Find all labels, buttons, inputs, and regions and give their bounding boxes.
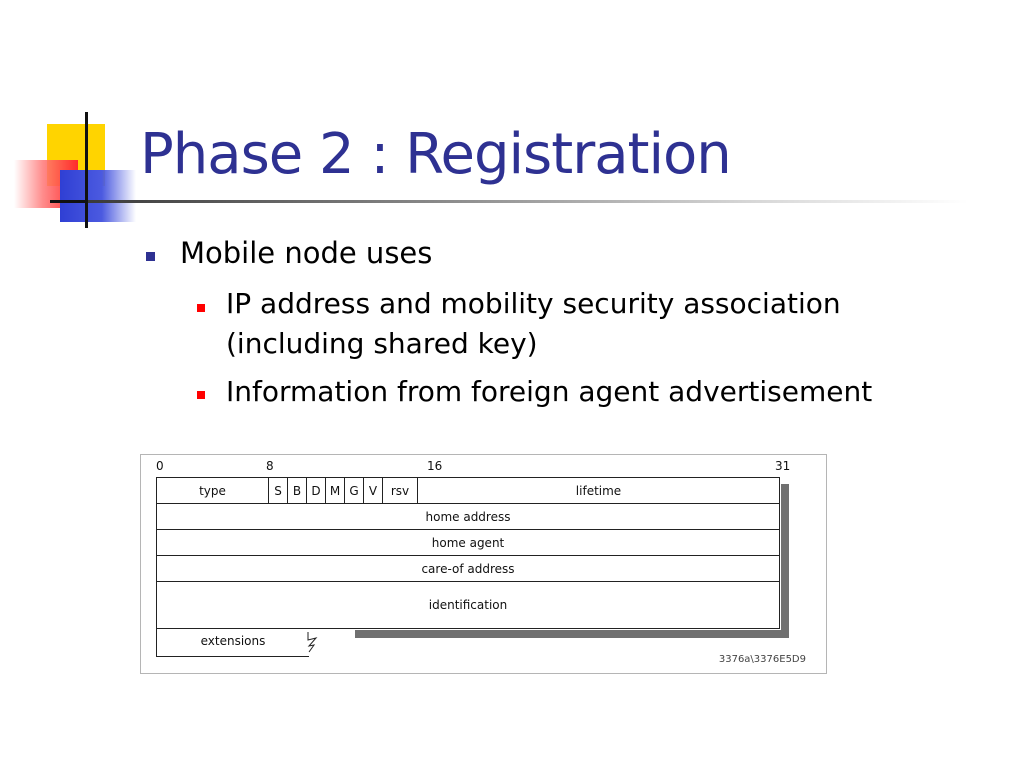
title-underline: [88, 200, 968, 203]
bit-label: 16: [427, 459, 443, 473]
field-rsv: rsv: [383, 478, 418, 503]
field-lifetime: lifetime: [575, 483, 622, 498]
field-flag: S: [269, 478, 288, 503]
bit-label: 8: [266, 459, 274, 473]
header-field-row: [156, 477, 780, 504]
table-shadow: [781, 484, 789, 638]
field-flag: V: [364, 478, 383, 503]
title-decoration-blue-gradient: [60, 170, 136, 222]
field-row: home address: [156, 503, 780, 530]
figure-id: 3376a\3376E5D9: [718, 654, 806, 665]
field-type: type: [157, 478, 269, 503]
bullet-square-icon: [197, 391, 205, 399]
bullet-level2-line: Information from foreign agent advertisement: [226, 375, 873, 408]
extensions-field: extensions: [156, 628, 309, 657]
field-flag: M: [326, 478, 345, 503]
field-row: care-of address: [156, 555, 780, 582]
title-decoration-vertical-line: [85, 112, 88, 228]
registration-request-diagram: [140, 454, 827, 674]
bit-label: 31: [775, 459, 791, 473]
bullet-square-icon: [146, 252, 155, 261]
bullet-level2-line: (including shared key): [226, 327, 538, 360]
slide-title: Phase 2 : Registration: [140, 122, 731, 187]
table-shadow: [355, 630, 789, 638]
bullet-level1: Mobile node uses: [180, 236, 433, 270]
field-flag: D: [307, 478, 326, 503]
break-mark-icon: [306, 630, 318, 654]
bit-label: 0: [156, 459, 164, 473]
bullet-level2-line: IP address and mobility security association: [226, 287, 841, 320]
field-flag: G: [345, 478, 364, 503]
field-flag: B: [288, 478, 307, 503]
field-row: home agent: [156, 529, 780, 556]
field-row: identification: [156, 581, 780, 629]
bullet-square-icon: [197, 304, 205, 312]
